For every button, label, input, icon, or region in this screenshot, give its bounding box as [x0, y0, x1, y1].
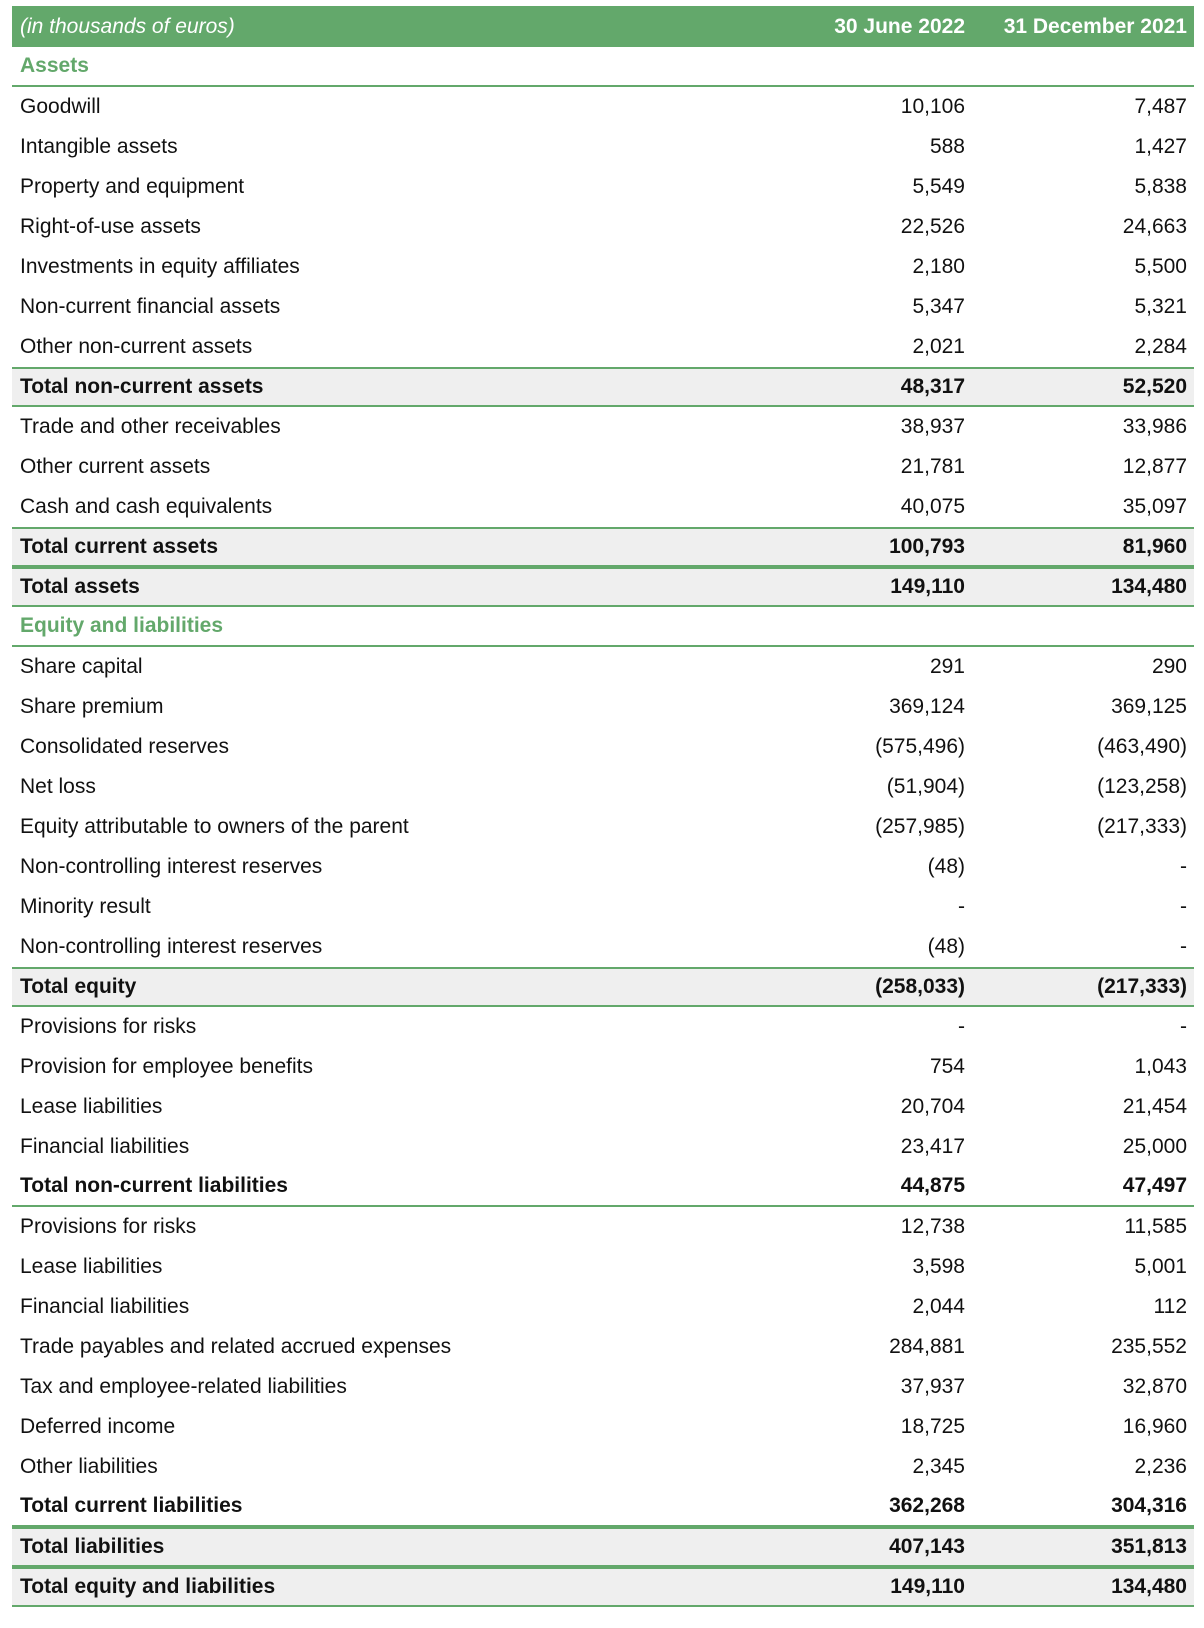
value-30-june-2022: 21,781	[900, 455, 965, 478]
total-row	[12, 1567, 1194, 1607]
value-30-june-2022: 20,704	[900, 1095, 965, 1118]
value-30-june-2022: 149,110	[890, 1575, 965, 1598]
table-row	[12, 87, 1194, 127]
value-30-june-2022: (48)	[927, 935, 965, 958]
value-31-december-2021: (123,258)	[1097, 775, 1187, 798]
value-31-december-2021: 32,870	[1122, 1375, 1187, 1398]
row-label: Deferred income	[20, 1415, 176, 1438]
value-30-june-2022: 2,044	[912, 1295, 965, 1318]
table-row	[12, 1007, 1194, 1047]
table-row	[12, 287, 1194, 327]
table-row	[12, 767, 1194, 807]
table-row	[12, 887, 1194, 927]
value-31-december-2021: 5,001	[1134, 1255, 1187, 1278]
value-31-december-2021: (217,333)	[1097, 975, 1187, 998]
row-label: Other liabilities	[20, 1455, 158, 1478]
table-row	[12, 847, 1194, 887]
value-30-june-2022: 12,738	[900, 1215, 965, 1238]
value-31-december-2021: 21,454	[1122, 1095, 1187, 1118]
row-label: Total equity	[20, 975, 137, 998]
value-31-december-2021: (217,333)	[1097, 815, 1187, 838]
table-row	[12, 167, 1194, 207]
value-30-june-2022: 5,549	[912, 175, 965, 198]
value-30-june-2022: 100,793	[889, 535, 965, 558]
row-label: Total non-current liabilities	[20, 1174, 288, 1197]
table-row	[12, 1047, 1194, 1087]
value-31-december-2021: 35,097	[1122, 495, 1187, 518]
value-30-june-2022: 284,881	[889, 1335, 965, 1358]
table-row	[12, 1207, 1194, 1247]
value-30-june-2022: -	[958, 1015, 965, 1038]
value-31-december-2021: 112	[1153, 1295, 1187, 1318]
row-label: Lease liabilities	[20, 1095, 163, 1118]
total-row	[12, 527, 1194, 567]
section-heading	[12, 47, 1194, 87]
table-row	[12, 1087, 1194, 1127]
table-row	[12, 1367, 1194, 1407]
balance-sheet-table	[12, 6, 1194, 1607]
row-label: Goodwill	[20, 95, 101, 118]
value-31-december-2021: 5,500	[1134, 255, 1187, 278]
value-31-december-2021: -	[1180, 855, 1187, 878]
value-30-june-2022: 407,143	[889, 1535, 965, 1558]
value-30-june-2022: 2,021	[912, 335, 965, 358]
table-row	[12, 1287, 1194, 1327]
row-label: Tax and employee-related liabilities	[20, 1375, 347, 1398]
row-label: Other current assets	[20, 455, 211, 478]
row-label: Equity attributable to owners of the parent	[20, 815, 409, 838]
value-31-december-2021: 369,125	[1111, 695, 1187, 718]
table-row	[12, 687, 1194, 727]
row-label: Total equity and liabilities	[20, 1575, 276, 1598]
value-30-june-2022: (257,985)	[875, 815, 965, 838]
value-30-june-2022: 18,725	[900, 1415, 965, 1438]
row-label: Other non-current assets	[20, 335, 253, 358]
row-label: Non-controlling interest reserves	[20, 935, 323, 958]
value-31-december-2021: 47,497	[1122, 1174, 1187, 1197]
value-31-december-2021: 2,284	[1134, 335, 1187, 358]
value-31-december-2021: 1,043	[1134, 1055, 1187, 1078]
value-31-december-2021: 134,480	[1111, 575, 1187, 598]
value-30-june-2022: 37,937	[900, 1375, 965, 1398]
table-body	[12, 47, 1194, 1607]
table-row	[12, 727, 1194, 767]
value-31-december-2021: 351,813	[1111, 1535, 1187, 1558]
value-31-december-2021: 304,316	[1111, 1494, 1187, 1517]
value-30-june-2022: 149,110	[890, 575, 965, 598]
value-31-december-2021: 33,986	[1122, 415, 1187, 438]
value-31-december-2021: 7,487	[1134, 95, 1187, 118]
value-31-december-2021: 16,960	[1122, 1415, 1187, 1438]
table-row	[12, 647, 1194, 687]
row-label: Equity and liabilities	[20, 614, 224, 637]
table-row	[12, 407, 1194, 447]
table-row	[12, 247, 1194, 287]
row-label: Cash and cash equivalents	[20, 495, 273, 518]
table-row	[12, 487, 1194, 527]
table-row	[12, 807, 1194, 847]
table-row	[12, 1447, 1194, 1487]
total-row	[12, 567, 1194, 607]
total-row	[12, 1487, 1194, 1527]
total-row	[12, 1527, 1194, 1567]
value-31-december-2021: 52,520	[1122, 375, 1187, 398]
table-row	[12, 1407, 1194, 1447]
row-label: Share capital	[20, 655, 143, 678]
value-30-june-2022: (48)	[927, 855, 965, 878]
row-label: Trade and other receivables	[20, 415, 281, 438]
value-30-june-2022: (575,496)	[875, 735, 965, 758]
value-30-june-2022: 588	[929, 135, 965, 158]
row-label: Lease liabilities	[20, 1255, 163, 1278]
row-label: Non-controlling interest reserves	[20, 855, 323, 878]
row-label: Financial liabilities	[20, 1295, 190, 1318]
total-row	[12, 1167, 1194, 1207]
table-row	[12, 927, 1194, 967]
value-30-june-2022: (258,033)	[875, 975, 965, 998]
row-label: Total current liabilities	[20, 1494, 243, 1517]
value-30-june-2022: 291	[929, 655, 965, 678]
value-30-june-2022: (51,904)	[886, 775, 965, 798]
row-label: Provision for employee benefits	[20, 1055, 313, 1078]
value-30-june-2022: 754	[929, 1055, 965, 1078]
table-row	[12, 127, 1194, 167]
value-30-june-2022: 2,180	[912, 255, 965, 278]
row-label: Trade payables and related accrued expenses	[20, 1335, 452, 1358]
value-30-june-2022: 22,526	[900, 215, 965, 238]
value-30-june-2022: 23,417	[900, 1135, 965, 1158]
row-label: Total liabilities	[20, 1535, 165, 1558]
value-31-december-2021: 11,585	[1124, 1215, 1187, 1238]
column-header-30-june-2022: 30 June 2022	[834, 14, 965, 38]
table-row	[12, 327, 1194, 367]
section-heading	[12, 607, 1194, 647]
table-row	[12, 1327, 1194, 1367]
row-label: Right-of-use assets	[20, 215, 201, 238]
table-row	[12, 207, 1194, 247]
value-31-december-2021: 81,960	[1122, 535, 1187, 558]
value-30-june-2022: -	[958, 895, 965, 918]
value-30-june-2022: 3,598	[912, 1255, 965, 1278]
value-30-june-2022: 362,268	[889, 1494, 965, 1517]
row-label: Net loss	[20, 775, 96, 798]
row-label: Consolidated reserves	[20, 735, 229, 758]
row-label: Intangible assets	[20, 135, 178, 158]
row-label: Property and equipment	[20, 175, 245, 198]
value-30-june-2022: 44,875	[900, 1174, 965, 1197]
row-label: Assets	[20, 54, 89, 77]
row-label: Share premium	[20, 695, 164, 718]
value-30-june-2022: 48,317	[900, 375, 965, 398]
value-31-december-2021: 290	[1151, 655, 1187, 678]
table-row	[12, 1127, 1194, 1167]
value-30-june-2022: 369,124	[889, 695, 965, 718]
row-label: Provisions for risks	[20, 1215, 197, 1238]
value-31-december-2021: 2,236	[1134, 1455, 1187, 1478]
value-30-june-2022: 2,345	[912, 1455, 965, 1478]
value-31-december-2021: 12,877	[1122, 455, 1187, 478]
row-label: Provisions for risks	[20, 1015, 197, 1038]
value-31-december-2021: 134,480	[1111, 1575, 1187, 1598]
value-31-december-2021: -	[1180, 1015, 1187, 1038]
value-31-december-2021: -	[1180, 935, 1187, 958]
total-row	[12, 367, 1194, 407]
row-label: Non-current financial assets	[20, 295, 281, 318]
value-31-december-2021: -	[1180, 895, 1187, 918]
value-30-june-2022: 10,106	[900, 95, 965, 118]
table-row	[12, 447, 1194, 487]
total-row	[12, 967, 1194, 1007]
value-31-december-2021: 235,552	[1111, 1335, 1187, 1358]
column-header-31-december-2021: 31 December 2021	[1003, 14, 1187, 38]
row-label: Minority result	[20, 895, 151, 918]
row-label: Financial liabilities	[20, 1135, 190, 1158]
table-header	[12, 6, 1194, 47]
value-30-june-2022: 5,347	[912, 295, 965, 318]
row-label: Investments in equity affiliates	[20, 255, 300, 278]
value-30-june-2022: 38,937	[900, 415, 965, 438]
row-label: Total current assets	[20, 535, 219, 558]
unit-label: (in thousands of euros)	[20, 14, 235, 38]
value-30-june-2022: 40,075	[900, 495, 965, 518]
row-label: Total non-current assets	[20, 375, 264, 398]
value-31-december-2021: 5,838	[1134, 175, 1187, 198]
value-31-december-2021: (463,490)	[1097, 735, 1187, 758]
value-31-december-2021: 5,321	[1134, 295, 1187, 318]
row-label: Total assets	[20, 575, 140, 598]
table-row	[12, 1247, 1194, 1287]
value-31-december-2021: 25,000	[1122, 1135, 1187, 1158]
value-31-december-2021: 24,663	[1122, 215, 1187, 238]
value-31-december-2021: 1,427	[1134, 135, 1187, 158]
